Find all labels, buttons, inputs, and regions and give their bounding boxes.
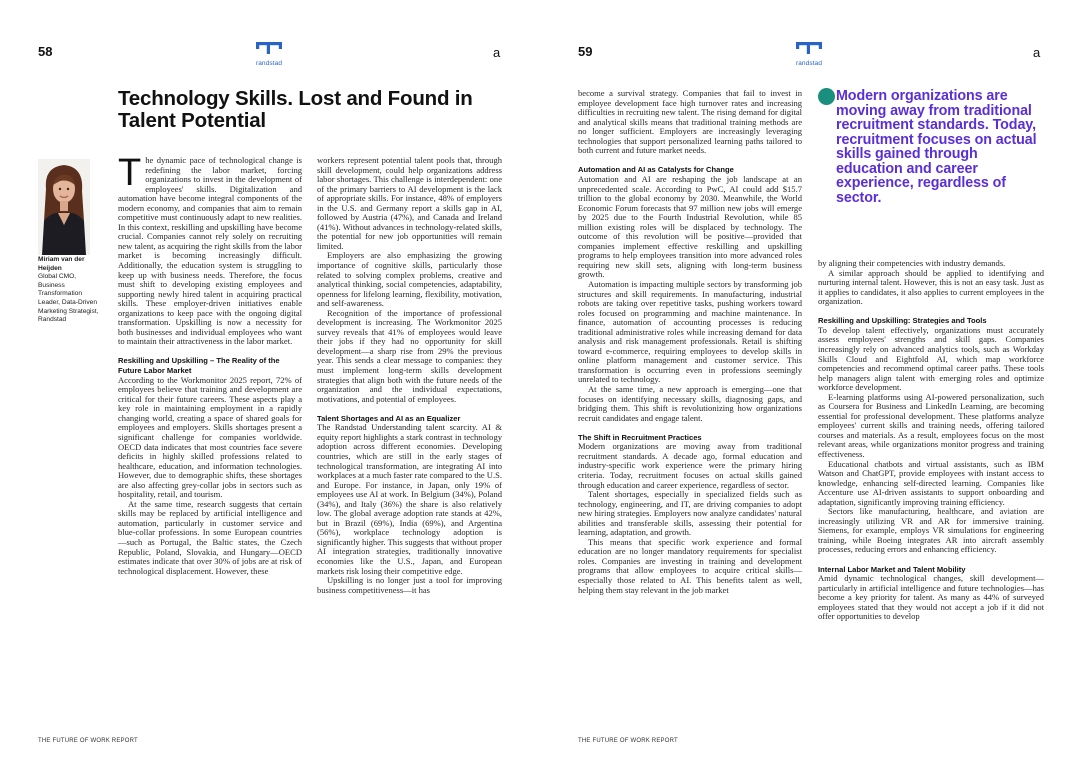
- paragraph: become a survival strategy. Companies that fail to invest in employee development face high turnover rates and increasing difficulties in recruiting new talent. The rising demand for digital and analytical skills means that traditional training methods are no longer sufficient. Employers are increasingly leveraging technologies that support personalized learning paths tailored to both current and future market needs.: [578, 88, 802, 156]
- paragraph: Amid dynamic technological changes, skill development—particularly in artificial intelligence and future technologies—has become a key priority for talent. As many as 44% of surveyed employees stated that they would not accept a job if it did not offer opportunities to develop: [818, 573, 1044, 622]
- section-heading: Reskilling and Upskilling: Strategies and Tools: [818, 316, 987, 326]
- paragraph: At the same time, a new approach is emerging—one that focuses on identifying necessary skills, diagnosing gaps, and bridging them. This shift is revolutionizing how organizations recruit candidates and engage talent.: [578, 384, 802, 423]
- section-heading: Automation and AI as Catalysts for Change: [578, 165, 734, 175]
- page-number: 59: [578, 44, 593, 59]
- left-column-1: [118, 152, 302, 576]
- paragraph: by aligning their competencies with industry demands.: [818, 258, 1006, 268]
- paragraph: Upskilling is no longer just a tool for improving business competitiveness—it has: [317, 575, 502, 595]
- section-heading: Internal Labor Market and Talent Mobility: [818, 564, 966, 574]
- drop-cap: T: [118, 152, 142, 194]
- left-column-2: [317, 156, 502, 595]
- author-name: Miriam van der Heijden: [38, 256, 85, 272]
- section-heading: Talent Shortages and AI as an Equalizer: [317, 413, 461, 423]
- page-number: 58: [38, 44, 53, 59]
- corner-mark: a: [493, 45, 501, 60]
- paragraph: Talent shortages, especially in specialized fields such as technology, engineering, and IT, are driving companies to adopt new hiring strategies. Employers now analyze candidates' natural abilities and transferable skills, assessing their potential for learning, adaptation, and growth.: [578, 489, 802, 538]
- logo-text: randstad: [255, 60, 283, 67]
- paragraph: Automation is impacting multiple sectors by transforming job structures and skill requirements. In manufacturing, industrial robots are taking over repetitive tasks, pushing workers toward roles focused on programming and machine maintenance. In finance, automation of accounting processes is reducing traditional administrative roles while increasing demand for data analysis and risk management professionals. Retail is shifting toward e-commerce, requiring employees to develop skills in online platform management and customer service. This transformation is occurring even in professions seemingly unrelated to technology.: [578, 278, 802, 385]
- author-byline: [38, 256, 102, 325]
- randstad-logo: [794, 41, 824, 67]
- right-column-2: [818, 259, 1044, 622]
- right-column-1: [578, 89, 802, 595]
- pull-quote: Modern organizations are moving away from traditional recruitment standards. Today, recruitment focuses on actual skills gained through education and career experience, regardless of sector.: [836, 88, 1037, 206]
- randstad-logo: [254, 41, 284, 67]
- paragraph: Employers are also emphasizing the growing importance of cognitive skills, particularly those related to solving complex problems, creative and analytical thinking, social competencies, adaptability, openness for lifelong learning, flexibility, motivation, and self-awareness.: [317, 250, 502, 309]
- paragraph: To develop talent effectively, organizations must accurately assess employees' strengths and skill gaps. Companies increasingly rely on advanced analytics tools, such as Workday Skills Cloud and Eightfold AI, which map workforce competencies and recommend optimal career paths. These tools help managers align talent with emerging roles and optimize workforce development.: [818, 324, 1044, 393]
- paragraph: Recognition of the importance of professional development is increasing. The Workmonitor 2025 survey reveals that 41% of employees would leave their jobs if they had no opportunity for skill development—a sharp rise from 29% the previous year. This sends a clear message to companies: they must implement long-term skills development strategies that align both with the future needs of the organization and the individual expectations, motivations, and potential of employees.: [317, 307, 502, 404]
- paragraph: This means that specific work experience and formal education are no longer mandatory requirements for specialist roles. Companies are investing in training and development programs that allow employees to acquire critical skills—especially those related to AI. This benefits talent as well, helping them stay relevant in the job market: [578, 536, 802, 595]
- paragraph: Educational chatbots and virtual assistants, such as IBM Watson and ChatGPT, provide employees with instant access to knowledge, enhancing self-directed learning. Companies like Accenture use AI-driven assistants to support onboarding and adaptation, significantly improving training efficiency.: [818, 458, 1044, 507]
- paragraph: Modern organizations are moving away from traditional recruitment standards. A decade ago, formal education and industry-specific work experience were the primary hiring criteria. Today, recruitment focuses on actual skills gained through education and career experience, regardless of sector.: [578, 441, 802, 490]
- footer: THE FUTURE OF WORK REPORT: [578, 738, 678, 744]
- corner-mark: a: [1033, 45, 1041, 60]
- randstad-logo-mark: [796, 41, 822, 55]
- author-role: Global CMO, Business Transformation Leader, Data-Driven Marketing Strategist, Randstad: [38, 273, 99, 324]
- randstad-logo-mark: [256, 41, 282, 55]
- author-photo: [38, 159, 90, 255]
- article-title: Technology Skills. Lost and Found in Talent Potential: [118, 87, 473, 132]
- paragraph: Sectors like manufacturing, healthcare, and aviation are increasingly utilizing VR and AR for immersive training. Siemens, for example, employs VR simulations for engineering training, while Boeing integrates AR into aircraft assembly processes, reducing errors and enhancing efficiency.: [818, 506, 1044, 555]
- paragraph: E-learning platforms using AI-powered personalization, such as Coursera for Business and LinkedIn Learning, are becoming essential for professional development. These platforms analyze employees' current skills and training needs, offering tailored courses and materials. As a result, employees focus on the most relevant areas, while organizations monitor progress and training effectiveness.: [818, 391, 1044, 459]
- paragraph: The Randstad Understanding talent scarcity. AI & equity report highlights a stark contrast in technology adoption across different economies. Developing countries, which are still in the early stages of technological transformation, are integrating AI into workplaces at a much faster rate compared to the U.S. and Europe. For instance, in Japan, only 19% of employees use AI at work. In Belgium (34%), Poland (34%), and Italy (36%) the share is also relatively low. The global average adoption rate stands at 42%, but in Brazil (69%), India (69%), and Argentina (56%), workplace technology adoption is significantly higher. This suggests that without proper AI integration strategies, traditionally innovative economies like the U.S., Japan, and European markets risk losing their competitive edge.: [317, 422, 502, 576]
- paragraph: According to the Workmonitor 2025 report, 72% of employees believe that training and development are critical for their future careers. These aspects play a key role in maintaining employment in a rapidly changing world, creating a space of shared goals for employees and employers. Skills shortages present a significant challenge for companies worldwide. OECD data indicates that most countries face severe deficits in highly skilled professions related to healthcare, education, and information technologies. However, due to demographic shifts, these shortages are also affecting grey-collar jobs in sectors such as hospitality, retail, and tourism.: [118, 374, 302, 500]
- paragraph: At the same time, research suggests that certain skills may be replaced by artificial intelligence and automation, particularly in customer service and blue-collar professions. In some European countries—such as Portugal, the Baltic states, the Czech Republic, Poland, Slovakia, and Hungary—OECD estimates indicate that over 30% of jobs are at risk of technological displacement. However, these: [118, 498, 302, 576]
- footer: THE FUTURE OF WORK REPORT: [38, 738, 138, 744]
- paragraph: Automation and AI are reshaping the job landscape at an unprecedented scale. According to PwC, AI could add $15.7 trillion to the global economy by 2030. Meanwhile, the World Economic Forum forecasts that 97 million new jobs will emerge by 2025 due to the Fourth Industrial Revolution, while 85 million existing roles will be displaced by technology. The outcome of this revolution will be positive—provided that companies implement effective reskilling and upskilling programs to help employees transition into more advanced roles requiring new skill sets, aligning with long-term business growth.: [578, 173, 802, 280]
- section-heading: Reskilling and Upskilling – The Reality of the Future Labor Market: [118, 356, 280, 376]
- paragraph: he dynamic pace of technological change is redefining the labor market, forcing organizations to invest in the development of employees' skills. Digitalization and automation have become integral components of the modern economy, and companies that aim to remain competitive must continuously adapt to new realities. In this context, reskilling and upskilling have become crucial. Companies cannot rely solely on recruiting new talent, as acquiring the right skills from the labor market is becoming increasingly difficult. Additionally, the education system is struggling to keep up with business needs. Therefore, the focus must shift to developing existing employees and supporting newly hired talent in acquiring practical skills. These employer-driven initiatives enable organizations to keep pace with the ongoing digital transformation. Upskilling is now a necessity for both businesses and individual employees who want to maintain their attractiveness in the labor market.: [118, 155, 302, 347]
- logo-text: randstad: [795, 60, 823, 67]
- paragraph: workers represent potential talent pools that, through skill development, could help organizations address labor shortages. This challenge is interdependent: one of the primary barriers to AI development is the lack of appropriate skills. For instance, 48% of employers in the U.S. and Germany report a skills gap in AI, followed by Austria (47%), and Canada and Ireland (41%). Without advances in technology-related skills, the potential for new job opportunities will remain limited.: [317, 155, 502, 251]
- paragraph: A similar approach should be applied to identifying and nurturing internal talent. However, this is not an easy task. Just as it applies to candidates, it also applies to current employees in the organization.: [818, 267, 1044, 307]
- quote-dot-icon: [818, 88, 835, 105]
- section-heading: The Shift in Recruitment Practices: [578, 432, 702, 442]
